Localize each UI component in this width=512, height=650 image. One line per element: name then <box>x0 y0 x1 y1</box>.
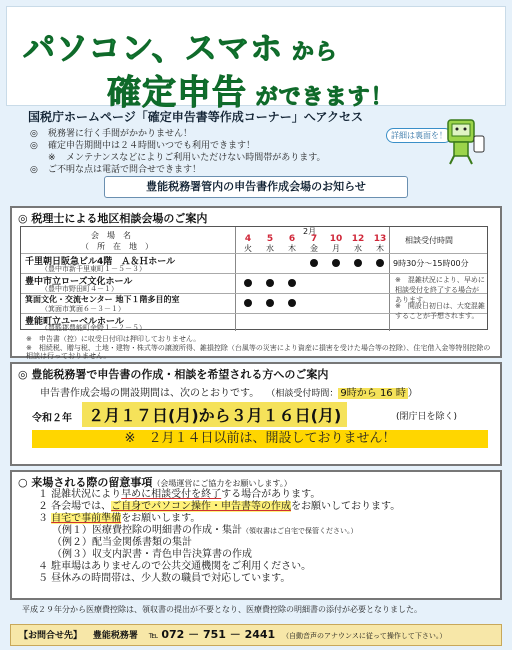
weekday-label: 金 <box>310 244 318 253</box>
hero-title-line2 <box>107 65 394 114</box>
era-label: 令和２年 <box>32 413 72 424</box>
list-item: ５ 昼休みの時間帯は、少人数の職員で対応しています。 <box>38 573 291 584</box>
list-item: （例２）配当金関係書類の集計 <box>52 537 192 548</box>
schedule-dot <box>288 279 296 287</box>
day-label: 13 <box>373 234 387 244</box>
schedule-dot <box>310 259 318 267</box>
table-note: ※ 相続税、贈与税、土地・建物・株式等の譲渡所得、雑損控除（台風等の災害により資産に損害を受けた場合等の控除）、住宅借入金等特別控除の相談は行っておりません。 <box>26 344 491 360</box>
day-label: 7 <box>310 234 318 244</box>
column-header-venue: 会 場 名 <box>91 231 131 240</box>
hero-title-panel <box>6 6 506 113</box>
venue-address: （箕面市箕面６－３－１） <box>41 305 125 313</box>
section2-title: ◎ 豊能税務署で申告書の作成・相談を希望される方へのご案内 <box>18 368 329 381</box>
e-tax-mascot-icon <box>440 114 490 166</box>
hero-title-line1 <box>23 23 338 69</box>
list-item: ３ 自宅で事前準備をお願いします。 <box>38 513 201 524</box>
list-item: １ 混雑状況により早めに相談受付を終了する場合があります。 <box>38 489 321 500</box>
notes-list <box>38 489 400 585</box>
month-label: 2月 <box>303 227 317 236</box>
consultation-hours: 9時から 16 時 <box>340 388 406 399</box>
bullet-item: ◎ ご不明な点は電話で問合せできます！ <box>30 165 202 175</box>
side-note-first-day: ※ 開設日初日は、大変混雑することが予想されます。 <box>395 302 485 320</box>
section1-title: ◎ 税理士による地区相談会場のご案内 <box>18 212 208 225</box>
venue-name: 豊中市立ローズ文化ホール <box>25 277 133 287</box>
weekday-label: 月 <box>332 244 340 253</box>
day-label: 5 <box>266 234 274 244</box>
bullet-item: ◎ 税務署に行く手間がかかりません！ <box>30 129 193 139</box>
holiday-note: (閉庁日を除く) <box>396 412 458 422</box>
hero-title-suffix: から <box>283 40 338 65</box>
schedule-dot <box>266 279 274 287</box>
schedule-dot <box>332 259 340 267</box>
venue-address: （豊中市野田町４－１） <box>41 285 118 293</box>
weekday-label: 水 <box>354 244 362 253</box>
hero-title-main: パソコン、スマホ <box>23 29 284 67</box>
venue-name: 豊能町立ユーベルホール <box>25 317 124 327</box>
detail-badge: 詳細は裏面を！ <box>386 128 452 143</box>
bullet-item: ※ メンテナンスなどによりご利用いただけない時間帯があります。 <box>48 153 326 163</box>
venue-schedule-table <box>20 226 488 330</box>
list-item: ４ 駐車場はありませんので公共交通機関をご利用ください。 <box>38 561 312 572</box>
consultation-venues-section <box>10 206 502 358</box>
nta-heading: 国税庁ホームページ「確定申告書等作成コーナー」へアクセス <box>28 110 364 124</box>
medical-deduction-note: 平成２９年分から医療費控除は、領収書の提出が不要となり、医療費控除の明細書の添付が必要となりました。 <box>22 605 422 614</box>
schedule-dot <box>354 259 362 267</box>
list-item: （例１）医療費控除の明細書の作成・集計（領収書はご自宅で保管ください。） <box>52 525 358 536</box>
schedule-dot <box>266 299 274 307</box>
side-note-congestion: ※ 混雑状況により、早めに相談受付を終了する場合があります。 <box>395 276 485 304</box>
weekday-label: 木 <box>376 244 384 253</box>
table-note: ※ 申告書（控）に収受日付印は押印しておりません。 <box>26 335 201 343</box>
hours-value: 9時30分～15時00分 <box>393 259 469 268</box>
hero-title-ending: ができます！ <box>247 85 394 110</box>
schedule-dot <box>244 279 252 287</box>
list-item: ２ 各会場では、ご自身でパソコン操作・申告書等の作成をお願いしております。 <box>38 501 401 512</box>
day-label: 12 <box>351 234 365 244</box>
hero-title-emphasis: 確定申告 <box>107 73 247 113</box>
bullet-item: ◎ 確定申告期間中は２４時間いつでも利用できます！ <box>30 141 256 151</box>
day-label: 4 <box>244 234 252 244</box>
list-item: （例３）収支内訳書・青色申告決算書の作成 <box>52 549 252 560</box>
opening-period: ２月１７日(月)から３月１６日(月) <box>82 402 347 427</box>
office-consultation-section <box>10 362 502 466</box>
nta-bullet-list <box>30 128 390 176</box>
venue-address: （豊能郡豊能町余野１－２－５） <box>41 324 146 332</box>
visitor-notes-section <box>10 470 502 600</box>
day-label: 6 <box>288 234 296 244</box>
weekday-label: 水 <box>266 244 274 253</box>
schedule-dot <box>288 299 296 307</box>
venue-name: 千里朝日阪急ビル4階 Ａ＆Ｈホール <box>25 257 176 267</box>
contact-bar: 【お問合せ先】 豊能税務署 ℡ 072 － 751 － 2441 （自動音声のアナウンスに従って操作して下さい。） <box>10 624 502 646</box>
schedule-dot <box>244 299 252 307</box>
weekday-label: 木 <box>288 244 296 253</box>
closed-notice: ※ ２月１４日以前は、開設しておりません！ <box>32 430 488 448</box>
column-header-hours: 相談受付時間 <box>405 236 453 245</box>
day-label: 10 <box>329 234 343 244</box>
venue-name: 箕面文化・交流センター 地下１階多目的室 <box>25 295 180 304</box>
section3-title: ○ 来場される際の留意事項（会場運営にご協力をお願いします。） <box>18 476 292 489</box>
opening-period-intro: 申告書作成会場の開設期間は、次のとおりです。 （相談受付時間： 9時から 16 時 ） <box>40 388 418 399</box>
schedule-dot <box>376 259 384 267</box>
weekday-label: 火 <box>244 244 252 253</box>
column-header-address: （ 所 在 地 ） <box>81 242 153 251</box>
phone-number: 072 － 751 － 2441 <box>161 628 276 641</box>
notice-banner: 豊能税務署管内の申告書作成会場のお知らせ <box>104 176 408 198</box>
venue-address: （豊中市新千里東町１－５－３） <box>41 265 146 273</box>
